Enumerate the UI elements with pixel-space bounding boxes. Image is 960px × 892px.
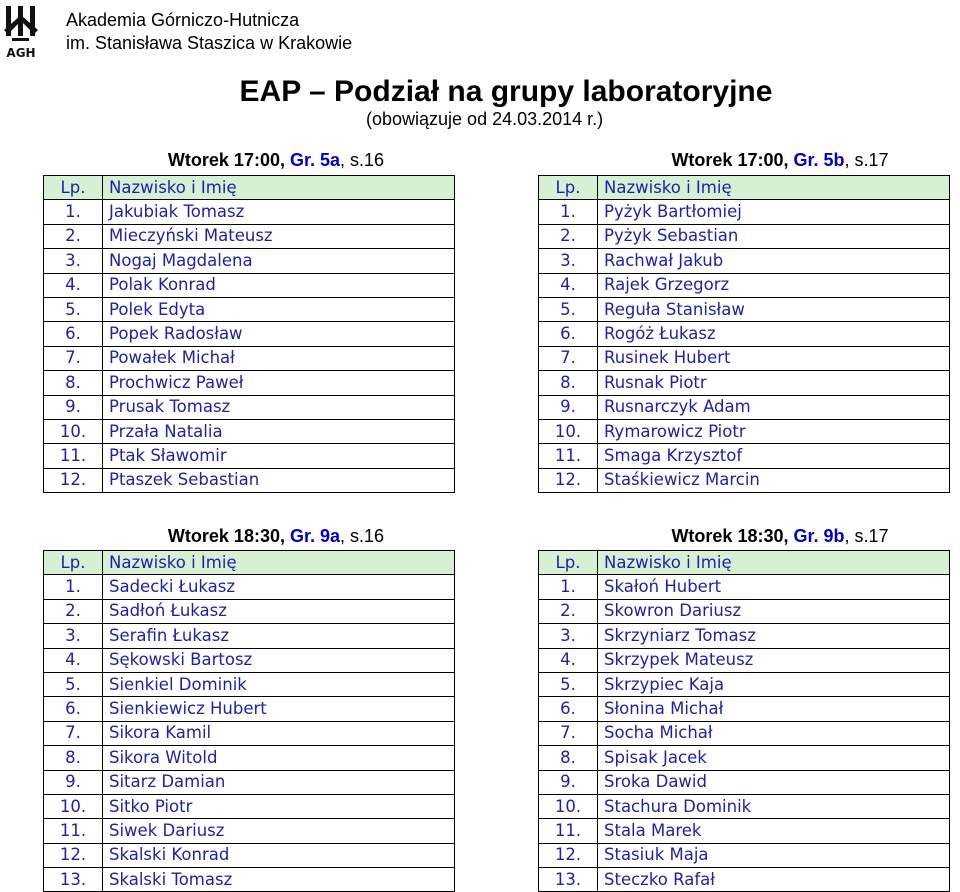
- student-name: Rusnarczyk Adam: [598, 395, 950, 419]
- student-name: Steczko Rafał: [598, 868, 950, 892]
- student-name: Prusak Tomasz: [103, 395, 455, 419]
- row-number: 5.: [539, 297, 598, 321]
- student-name: Sękowski Bartosz: [103, 648, 455, 672]
- row-number: 3.: [44, 249, 103, 273]
- student-name: Staśkiewicz Marcin: [598, 468, 950, 492]
- table-row: [44, 444, 455, 468]
- table-row: [539, 672, 950, 696]
- row-number: 13.: [44, 868, 103, 892]
- table-row: [539, 697, 950, 721]
- agh-logo: [2, 6, 40, 60]
- student-name: Pyżyk Sebastian: [598, 224, 950, 248]
- table-row: [44, 794, 455, 818]
- table-row: [44, 672, 455, 696]
- row-number: 11.: [539, 819, 598, 843]
- table-row: [44, 273, 455, 297]
- student-name: Polak Konrad: [103, 273, 455, 297]
- table-row: [44, 346, 455, 370]
- row-number: 12.: [539, 843, 598, 867]
- column-header-lp: Lp.: [44, 176, 103, 200]
- agh-logo-text: AGH: [6, 46, 36, 60]
- row-number: 4.: [44, 648, 103, 672]
- student-name: Rachwał Jakub: [598, 249, 950, 273]
- student-name: Przała Natalia: [103, 419, 455, 443]
- row-number: 10.: [539, 419, 598, 443]
- table-row: [44, 297, 455, 321]
- student-name: Skowron Dariusz: [598, 599, 950, 623]
- student-name: Powałek Michał: [103, 346, 455, 370]
- row-number: 4.: [539, 648, 598, 672]
- group-heading-9b: Wtorek 18:30, Gr. 9b, s.17: [671, 526, 889, 546]
- row-number: 6.: [539, 322, 598, 346]
- table-row: [44, 843, 455, 867]
- row-number: 9.: [44, 770, 103, 794]
- student-name: Sroka Dawid: [598, 770, 950, 794]
- table-row: [44, 200, 455, 224]
- student-name: Sitarz Damian: [103, 770, 455, 794]
- row-number: 9.: [539, 395, 598, 419]
- student-name: Sikora Kamil: [103, 721, 455, 745]
- table-row: [44, 575, 455, 599]
- table-row: [44, 599, 455, 623]
- row-number: 3.: [539, 249, 598, 273]
- table-row: [539, 395, 950, 419]
- table-row: [539, 322, 950, 346]
- table-row: [539, 273, 950, 297]
- student-name: Skalski Konrad: [103, 843, 455, 867]
- table-row: [44, 648, 455, 672]
- row-number: 1.: [539, 575, 598, 599]
- group-table-9a: [43, 550, 455, 892]
- table-row: [44, 468, 455, 492]
- table-row: [539, 249, 950, 273]
- table-row: [44, 770, 455, 794]
- student-name: Rusinek Hubert: [598, 346, 950, 370]
- row-number: 5.: [44, 297, 103, 321]
- row-number: 11.: [44, 819, 103, 843]
- student-name: Skalski Tomasz: [103, 868, 455, 892]
- row-number: 9.: [539, 770, 598, 794]
- column-header-lp: Lp.: [539, 551, 598, 575]
- table-row: [539, 770, 950, 794]
- student-name: Sienkiel Dominik: [103, 672, 455, 696]
- student-name: Siwek Dariusz: [103, 819, 455, 843]
- row-number: 5.: [44, 672, 103, 696]
- table-row: [44, 868, 455, 892]
- row-number: 12.: [44, 843, 103, 867]
- table-row: [539, 819, 950, 843]
- student-name: Skrzyniarz Tomasz: [598, 624, 950, 648]
- row-number: 13.: [539, 868, 598, 892]
- row-number: 10.: [44, 794, 103, 818]
- group-table-5b: [538, 175, 950, 493]
- table-row: [44, 746, 455, 770]
- group-table-5a: [43, 175, 455, 493]
- group-heading-9a: Wtorek 18:30, Gr. 9a, s.16: [167, 526, 385, 546]
- table-header-row: [44, 551, 455, 575]
- student-name: Popek Radosław: [103, 322, 455, 346]
- student-name: Rajek Grzegorz: [598, 273, 950, 297]
- row-number: 10.: [44, 419, 103, 443]
- table-header-row: [539, 176, 950, 200]
- row-number: 11.: [539, 444, 598, 468]
- row-number: 11.: [44, 444, 103, 468]
- table-row: [539, 599, 950, 623]
- column-header-lp: Lp.: [539, 176, 598, 200]
- group-table-9b: [538, 550, 950, 892]
- row-number: 6.: [44, 697, 103, 721]
- table-row: [539, 575, 950, 599]
- page-title: EAP – Podział na grupy laboratoryjne: [239, 75, 773, 108]
- student-name: Stala Marek: [598, 819, 950, 843]
- student-name: Sadłoń Łukasz: [103, 599, 455, 623]
- row-number: 7.: [44, 346, 103, 370]
- table-row: [44, 395, 455, 419]
- row-number: 7.: [539, 721, 598, 745]
- student-name: Rusnak Piotr: [598, 371, 950, 395]
- student-name: Sitko Piotr: [103, 794, 455, 818]
- row-number: 8.: [539, 746, 598, 770]
- student-name: Sienkiewicz Hubert: [103, 697, 455, 721]
- row-number: 8.: [539, 371, 598, 395]
- table-row: [539, 868, 950, 892]
- student-name: Skrzypek Mateusz: [598, 648, 950, 672]
- table-row: [539, 794, 950, 818]
- table-row: [539, 721, 950, 745]
- student-name: Stasiuk Maja: [598, 843, 950, 867]
- table-row: [539, 468, 950, 492]
- table-header-row: [44, 176, 455, 200]
- row-number: 2.: [539, 224, 598, 248]
- student-name: Spisak Jacek: [598, 746, 950, 770]
- student-name: Jakubiak Tomasz: [103, 200, 455, 224]
- row-number: 6.: [539, 697, 598, 721]
- student-name: Nogaj Magdalena: [103, 249, 455, 273]
- table-row: [539, 297, 950, 321]
- student-name: Skałoń Hubert: [598, 575, 950, 599]
- row-number: 2.: [44, 599, 103, 623]
- row-number: 7.: [539, 346, 598, 370]
- row-number: 2.: [539, 599, 598, 623]
- row-number: 3.: [44, 624, 103, 648]
- table-row: [539, 444, 950, 468]
- student-name: Mieczyński Mateusz: [103, 224, 455, 248]
- row-number: 9.: [44, 395, 103, 419]
- student-name: Prochwicz Paweł: [103, 371, 455, 395]
- table-row: [44, 249, 455, 273]
- row-number: 2.: [44, 224, 103, 248]
- table-row: [44, 624, 455, 648]
- table-row: [44, 819, 455, 843]
- row-number: 1.: [44, 575, 103, 599]
- row-number: 12.: [44, 468, 103, 492]
- student-name: Serafin Łukasz: [103, 624, 455, 648]
- table-row: [539, 371, 950, 395]
- student-name: Polek Edyta: [103, 297, 455, 321]
- student-name: Smaga Krzysztof: [598, 444, 950, 468]
- table-row: [44, 371, 455, 395]
- table-row: [539, 624, 950, 648]
- student-name: Reguła Stanisław: [598, 297, 950, 321]
- table-row: [539, 648, 950, 672]
- student-name: Pyżyk Bartłomiej: [598, 200, 950, 224]
- row-number: 12.: [539, 468, 598, 492]
- institution-patron: im. Stanisława Staszica w Krakowie: [66, 33, 353, 53]
- student-name: Słonina Michał: [598, 697, 950, 721]
- table-row: [44, 721, 455, 745]
- table-row: [44, 224, 455, 248]
- row-number: 4.: [539, 273, 598, 297]
- row-number: 5.: [539, 672, 598, 696]
- table-row: [539, 746, 950, 770]
- row-number: 3.: [539, 624, 598, 648]
- student-name: Ptaszek Sebastian: [103, 468, 455, 492]
- row-number: 8.: [44, 371, 103, 395]
- student-name: Sadecki Łukasz: [103, 575, 455, 599]
- row-number: 1.: [539, 200, 598, 224]
- table-header-row: [539, 551, 950, 575]
- student-name: Stachura Dominik: [598, 794, 950, 818]
- student-name: Rogóż Łukasz: [598, 322, 950, 346]
- column-header-name: Nazwisko i Imię: [103, 176, 455, 200]
- group-heading-5b: Wtorek 17:00, Gr. 5b, s.17: [671, 150, 889, 170]
- row-number: 7.: [44, 721, 103, 745]
- table-row: [539, 224, 950, 248]
- column-header-lp: Lp.: [44, 551, 103, 575]
- student-name: Socha Michał: [598, 721, 950, 745]
- student-name: Rymarowicz Piotr: [598, 419, 950, 443]
- student-name: Sikora Witold: [103, 746, 455, 770]
- table-row: [44, 419, 455, 443]
- page-subtitle: (obowiązuje od 24.03.2014 r.): [366, 109, 604, 129]
- row-number: 10.: [539, 794, 598, 818]
- student-name: Ptak Sławomir: [103, 444, 455, 468]
- table-row: [539, 843, 950, 867]
- column-header-name: Nazwisko i Imię: [598, 176, 950, 200]
- row-number: 4.: [44, 273, 103, 297]
- column-header-name: Nazwisko i Imię: [103, 551, 455, 575]
- row-number: 6.: [44, 322, 103, 346]
- table-row: [539, 200, 950, 224]
- table-row: [539, 346, 950, 370]
- row-number: 8.: [44, 746, 103, 770]
- table-row: [44, 322, 455, 346]
- student-name: Skrzypiec Kaja: [598, 672, 950, 696]
- row-number: 1.: [44, 200, 103, 224]
- column-header-name: Nazwisko i Imię: [598, 551, 950, 575]
- institution-name: Akademia Górniczo-Hutnicza: [66, 10, 300, 30]
- table-row: [44, 697, 455, 721]
- group-heading-5a: Wtorek 17:00, Gr. 5a, s.16: [167, 150, 385, 170]
- table-row: [539, 419, 950, 443]
